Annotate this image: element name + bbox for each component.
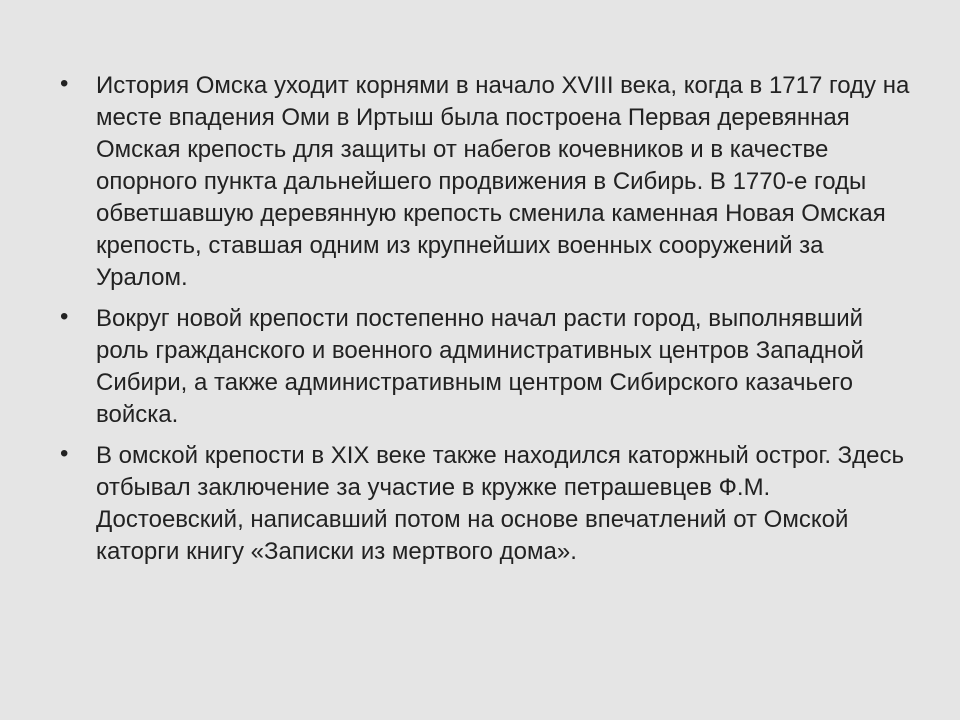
bullet-list: [60, 70, 920, 568]
bullet-icon: •: [60, 440, 69, 467]
bullet-item-city-growth: [60, 303, 920, 431]
slide-content: [60, 70, 920, 577]
bullet-text: История Омска уходит корнями в начало XVIII века, когда в 1717 году на месте впадения Оми в Иртыш была построена Первая деревянная Омская крепость для защиты от набегов кочевников и в качестве опорного пункта дальнейшего продвижения в Сибирь. В 1770-е годы обветшавшую деревянную крепость сменила каменная Новая Омская крепость, ставшая одним из крупнейших военных сооружений за Уралом.: [96, 72, 910, 291]
bullet-item-prison: [60, 440, 920, 568]
bullet-item-history: [60, 70, 920, 294]
bullet-icon: •: [60, 303, 69, 330]
bullet-text: В омской крепости в XIX веке также находился каторжный острог. Здесь отбывал заключение за участие в кружке петрашевцев Ф.М. Достоевский, написавший потом на основе впечатлений от Омской каторги книгу «Записки из мертвого дома».: [96, 442, 905, 565]
bullet-icon: •: [60, 70, 69, 97]
bullet-text: Вокруг новой крепости постепенно начал расти город, выполнявший роль гражданского и военного административных центров Западной Сибири, а также административным центром Сибирского казачьего войска.: [96, 305, 864, 428]
